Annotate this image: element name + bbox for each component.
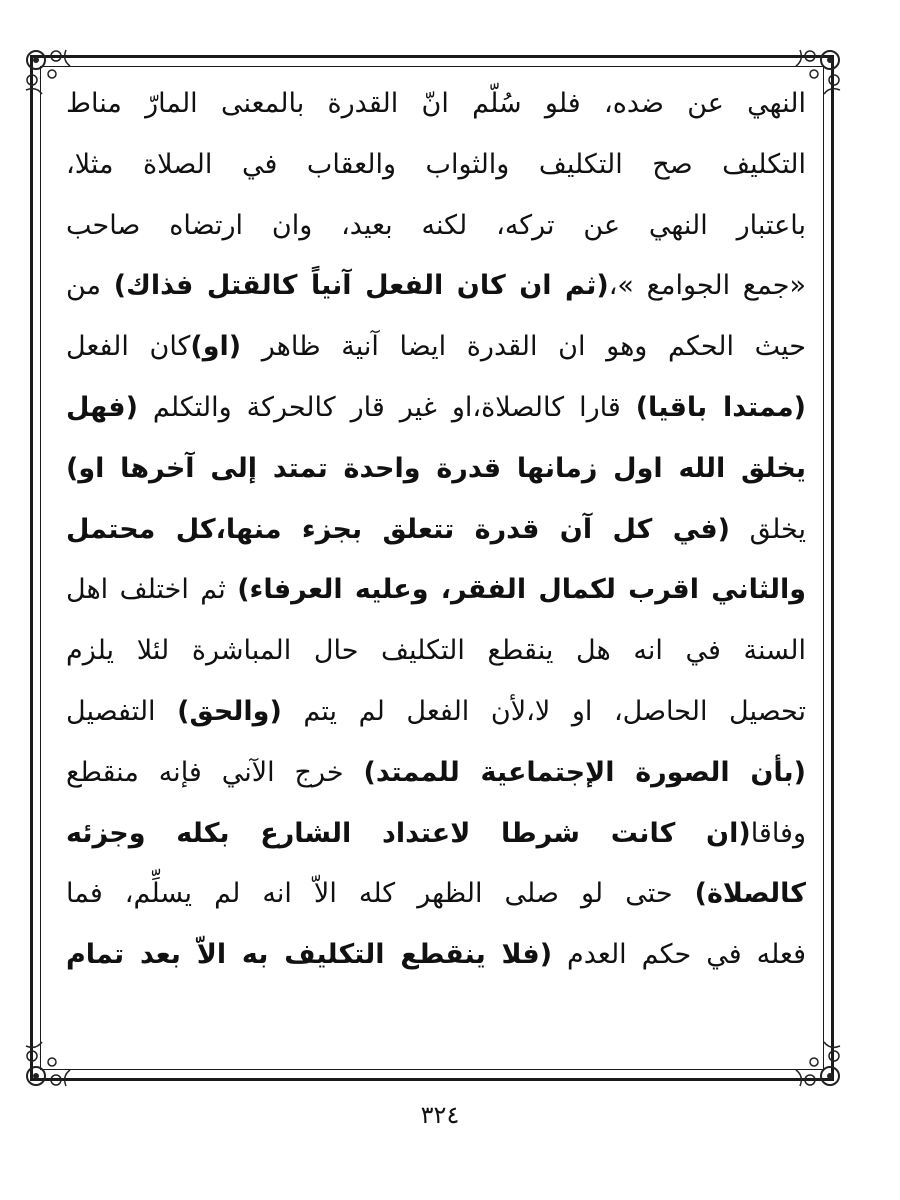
text-segment: تحصيل الحاصل، او لا،لأن الفعل لم يتم — [281, 695, 806, 727]
text-line — [66, 317, 806, 378]
text-segment: خرج الآني فإنه منقطع — [66, 756, 364, 788]
text-segment: كان الفعل — [66, 331, 191, 363]
text-line — [66, 925, 806, 986]
text-line — [66, 500, 806, 561]
text-segment: «جمع الجوامع »، — [608, 270, 806, 302]
floral-corner-ornament-icon — [784, 1030, 844, 1090]
bold-text-segment: (بأن الصورة الإجتماعية للممتد) — [363, 756, 806, 788]
text-segment: فعله في حكم العدم — [552, 939, 806, 971]
text-segment: من — [66, 270, 114, 302]
bold-text-segment: (ان كانت شرطا لاعتداد الشارع بكله وجزئه — [66, 817, 751, 849]
text-line — [66, 682, 806, 743]
bold-text-segment: (في كل آن قدرة تتعلق بجزء منها،كل محتمل — [66, 513, 731, 545]
text-line — [66, 256, 806, 317]
text-line — [66, 378, 806, 439]
bold-text-segment: (فلا ينقطع التكليف به الاّ بعد تمام — [66, 939, 553, 971]
bold-text-segment: (فهل — [66, 391, 138, 423]
text-segment: باعتبار النهي عن تركه، لكنه بعيد، وان ارتضاه صاحب — [66, 209, 806, 241]
text-line — [66, 621, 806, 682]
text-line — [66, 196, 806, 257]
floral-corner-ornament-icon — [22, 1030, 82, 1090]
bold-text-segment: والثاني اقرب لكمال الفقر، وعليه العرفاء) — [237, 574, 806, 606]
text-segment: قارا كالصلاة،او غير قار كالحركة والتكلم — [137, 391, 636, 423]
text-line — [66, 74, 806, 135]
page-body-text — [66, 74, 806, 986]
text-segment: التكليف صح التكليف والثواب والعقاب في الصلاة مثلا، — [66, 148, 806, 180]
bold-text-segment: يخلق الله اول زمانها قدرة واحدة تمتد إلى آخرها او) — [66, 452, 806, 484]
text-line — [66, 804, 806, 865]
text-segment: يخلق — [730, 513, 806, 545]
bold-text-segment: (ممتدا باقيا) — [635, 391, 806, 423]
text-segment: حتى لو صلى الظهر كله الاّ انه لم يسلِّم، فما — [66, 878, 695, 910]
text-line — [66, 135, 806, 196]
text-segment: حيث الحكم وهو ان القدرة ايضا آنية ظاهر — [241, 331, 806, 363]
text-segment: وفاقا — [750, 817, 806, 849]
text-line — [66, 439, 806, 500]
bold-text-segment: (والحق) — [177, 695, 282, 727]
page-number: ٣٢٤ — [420, 1101, 460, 1129]
text-line — [66, 743, 806, 804]
text-segment: ثم اختلف اهل — [66, 574, 238, 606]
text-line — [66, 864, 806, 925]
text-segment: النهي عن ضده، فلو سُلّم انّ القدرة بالمعنى المارّ مناط — [66, 88, 806, 119]
bold-text-segment: كالصلاة) — [694, 878, 806, 910]
text-segment: التفصيل — [66, 695, 178, 727]
bold-text-segment: (او) — [190, 331, 242, 363]
bold-text-segment: (ثم ان كان الفعل آنياً كالقتل فذاك) — [113, 270, 609, 302]
text-segment: السنة في انه هل ينقطع التكليف حال المباشرة لئلا يلزم — [66, 635, 806, 667]
text-line — [66, 560, 806, 621]
